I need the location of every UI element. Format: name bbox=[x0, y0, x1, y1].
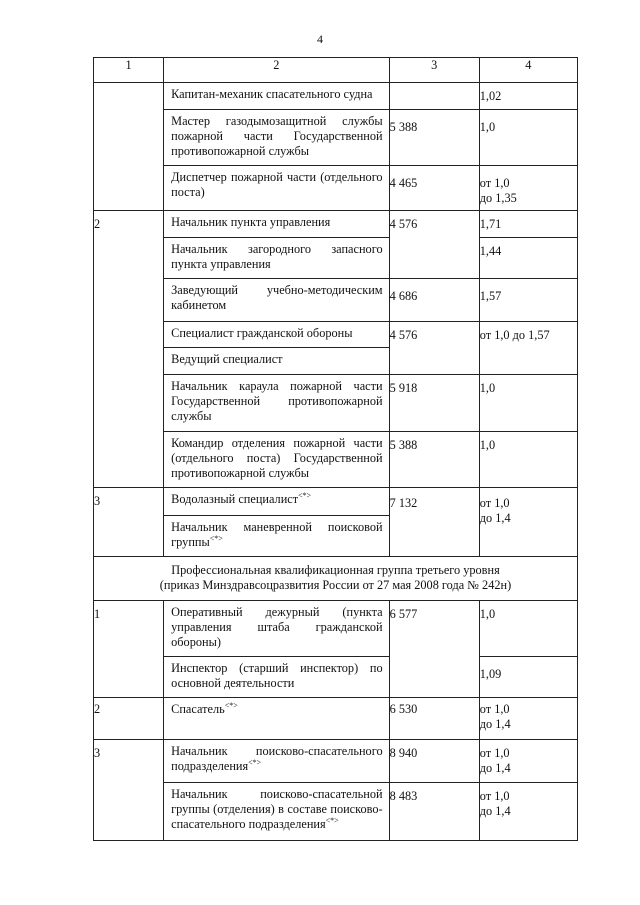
footnote-mark: <*> bbox=[224, 700, 238, 710]
position-name bbox=[164, 740, 389, 783]
position-name: Ведущий специалист bbox=[164, 348, 389, 375]
position-name bbox=[164, 488, 389, 516]
coefficient: 1,0 bbox=[479, 110, 577, 166]
salary-cell bbox=[389, 83, 479, 110]
salary-value: 4 465 bbox=[389, 166, 479, 211]
salary-value: 8 483 bbox=[389, 783, 479, 841]
salary-value: 6 530 bbox=[389, 698, 479, 740]
coefficient-to: до 1,35 bbox=[479, 191, 517, 205]
position-name: Командир отделения пожарной части (отдельного поста) Государственной противопожарной службы bbox=[164, 432, 389, 488]
coefficient-range bbox=[479, 166, 577, 211]
coefficient-range bbox=[479, 488, 577, 557]
table-row bbox=[94, 601, 578, 657]
group-number: 2 bbox=[94, 211, 164, 488]
salary-value: 5 388 bbox=[389, 432, 479, 488]
salary-value: 4 576 bbox=[389, 211, 479, 279]
position-name: Заведующий учебно-методическим кабинетом bbox=[164, 279, 389, 322]
coefficient-to: до 1,4 bbox=[479, 804, 511, 818]
position-name: Начальник караула пожарной части Государственной противопожарной службы bbox=[164, 375, 389, 432]
coefficient: 1,71 bbox=[479, 211, 577, 238]
table-row bbox=[94, 83, 578, 110]
table-header-row bbox=[94, 58, 578, 83]
salary-value: 5 918 bbox=[389, 375, 479, 432]
salary-table bbox=[93, 57, 578, 841]
footnote-mark: <*> bbox=[298, 490, 312, 500]
group-number: 1 bbox=[94, 601, 164, 698]
group-number: 3 bbox=[94, 488, 164, 557]
position-text: Начальник поисково-спасательной группы (отделения) в составе поисково-спасательного подразделения bbox=[171, 787, 383, 831]
coefficient-from: от 1,0 bbox=[479, 702, 510, 716]
salary-value: 5 388 bbox=[389, 110, 479, 166]
salary-value: 4 576 bbox=[389, 322, 479, 375]
footnote-mark: <*> bbox=[248, 757, 262, 767]
table-row bbox=[94, 698, 578, 740]
band-title-line1: Профессиональная квалификационная группа третьего уровня bbox=[171, 563, 500, 577]
salary-value: 8 940 bbox=[389, 740, 479, 783]
table-row bbox=[94, 211, 578, 238]
header-col-2: 2 bbox=[164, 58, 389, 83]
coefficient-from: от 1,0 bbox=[479, 496, 510, 510]
qualification-group-title bbox=[94, 557, 578, 601]
coefficient: 1,0 bbox=[479, 432, 577, 488]
band-title-line2: (приказ Минздравсоцразвития России от 27 мая 2008 года № 242н) bbox=[159, 578, 512, 592]
qualification-group-band bbox=[94, 557, 578, 601]
coefficient-to: до 1,4 bbox=[479, 511, 511, 525]
table-row bbox=[94, 375, 578, 432]
footnote-mark: <*> bbox=[325, 815, 339, 825]
position-name: Начальник загородного запасного пункта управления bbox=[164, 238, 389, 279]
coefficient: 1,57 bbox=[479, 279, 577, 322]
coefficient-from: от 1,0 bbox=[479, 746, 510, 760]
position-name bbox=[164, 516, 389, 557]
coefficient: 1,0 bbox=[479, 375, 577, 432]
coefficient-to: до 1,4 bbox=[479, 761, 511, 775]
position-text: Начальник поисково-спасательного подразделения bbox=[171, 744, 383, 773]
position-name: Диспетчер пожарной части (отдельного поста) bbox=[164, 166, 389, 211]
position-text: Спасатель bbox=[171, 702, 225, 716]
header-col-1: 1 bbox=[94, 58, 164, 83]
salary-value: 6 577 bbox=[389, 601, 479, 698]
coefficient: 1,44 bbox=[479, 238, 577, 279]
page-number: 4 bbox=[317, 32, 323, 46]
group-number: 3 bbox=[94, 740, 164, 841]
header-col-4: 4 bbox=[479, 58, 577, 83]
coefficient-range bbox=[479, 698, 577, 740]
group-number-cell bbox=[94, 83, 164, 211]
coefficient-range: от 1,0 до 1,57 bbox=[479, 322, 577, 375]
coefficient-from: от 1,0 bbox=[479, 176, 510, 190]
position-text: Водолазный специалист bbox=[171, 492, 299, 506]
coefficient: 1,02 bbox=[479, 83, 577, 110]
table-row bbox=[94, 166, 578, 211]
table-row bbox=[94, 432, 578, 488]
coefficient: 1,09 bbox=[479, 657, 577, 698]
table-row bbox=[94, 322, 578, 348]
position-name: Оперативный дежурный (пункта управления штаба гражданской обороны) bbox=[164, 601, 389, 657]
table-row bbox=[94, 657, 578, 698]
table-row bbox=[94, 110, 578, 166]
coefficient-range bbox=[479, 783, 577, 841]
position-name: Мастер газодымозащитной службы пожарной части Государственной противопожарной службы bbox=[164, 110, 389, 166]
position-name bbox=[164, 783, 389, 841]
salary-value: 7 132 bbox=[389, 488, 479, 557]
salary-value: 4 686 bbox=[389, 279, 479, 322]
position-text: Начальник маневренной поисковой группы bbox=[171, 520, 383, 549]
position-name: Инспектор (старший инспектор) по основной деятельности bbox=[164, 657, 389, 698]
coefficient: 1,0 bbox=[479, 601, 577, 657]
coefficient-range bbox=[479, 740, 577, 783]
table-row bbox=[94, 783, 578, 841]
position-name: Капитан-механик спасательного судна bbox=[164, 83, 389, 110]
table-row bbox=[94, 279, 578, 322]
position-name: Начальник пункта управления bbox=[164, 211, 389, 238]
coefficient-from: от 1,0 bbox=[479, 789, 510, 803]
group-number: 2 bbox=[94, 698, 164, 740]
table-row bbox=[94, 740, 578, 783]
table-row bbox=[94, 238, 578, 279]
header-col-3: 3 bbox=[389, 58, 479, 83]
footnote-mark: <*> bbox=[209, 533, 223, 543]
position-name bbox=[164, 698, 389, 740]
coefficient-to: до 1,4 bbox=[479, 717, 511, 731]
table-row bbox=[94, 488, 578, 516]
position-name: Специалист гражданской обороны bbox=[164, 322, 389, 348]
